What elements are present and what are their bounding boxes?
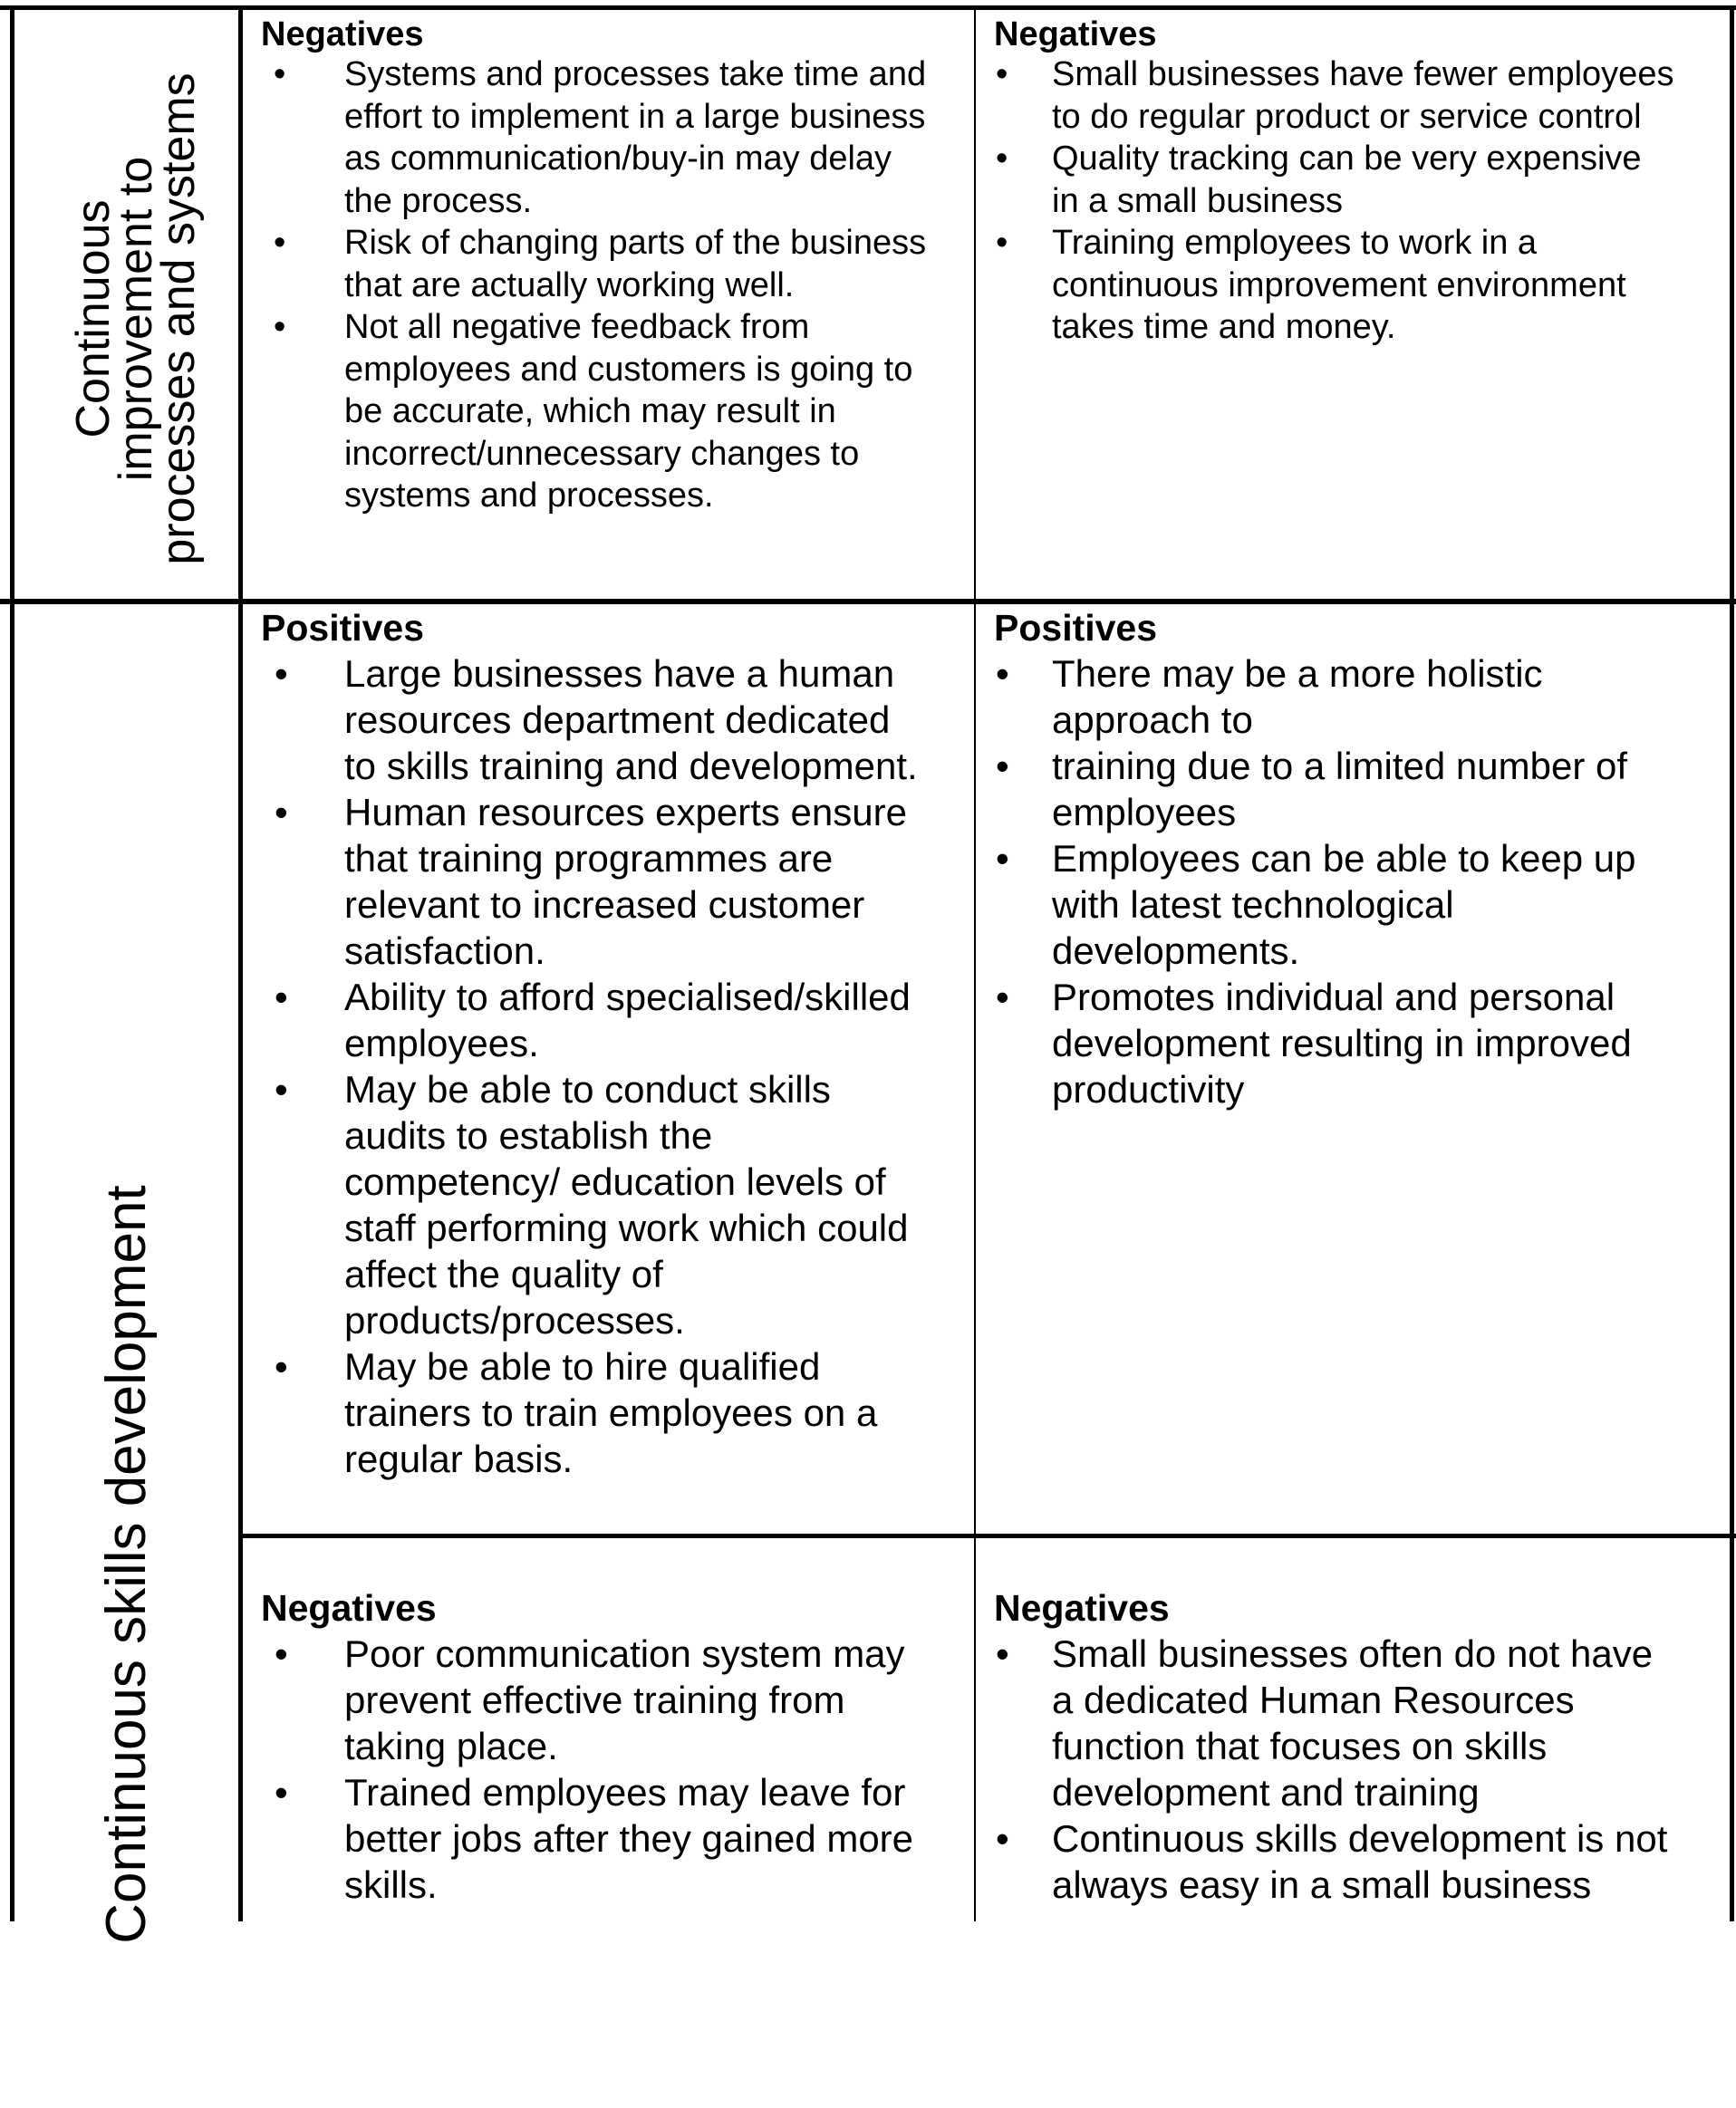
cell-heading: Negatives [261,1587,437,1629]
row-divider-1 [0,599,1736,604]
cell-skills-large-positives [261,605,968,1482]
list-item: • May be able to hire qualified trainers to train employees on a regular basis. [261,1343,968,1482]
middle-column-border [974,5,976,1921]
bullet-list [994,650,1723,1112]
bullet-list [261,1631,968,1908]
list-item: • Continuous skills development is not always easy in a small business [994,1815,1723,1908]
cell-heading: Positives [994,607,1158,649]
list-item: • Poor communication system may prevent effective training from taking place. [261,1631,968,1769]
cell-heading: Positives [261,607,425,649]
cell-heading: Negatives [261,15,424,53]
list-item: • Quality tracking can be very expensive in a small business [994,138,1723,222]
list-item: • Ability to afford specialised/skilled employees. [261,974,968,1066]
list-item: • Small businesses often do not have a dedicated Human Resources function that focuses on skills development and training [994,1631,1723,1815]
list-item: • Employees can be able to keep up with latest technological developments. [994,835,1723,974]
bullet-list [261,53,968,517]
cell-improvement-large-negatives [261,15,968,517]
cell-improvement-small-negatives [994,15,1723,349]
list-item: • training due to a limited number of employees [994,743,1723,835]
table-right-border [1730,5,1734,1921]
row-label-continuous-improvement: Continuous improvement to processes and systems [67,72,205,565]
cell-heading: Negatives [994,15,1157,53]
table-left-border [10,5,14,1921]
row-label-continuous-skills-development: Continuous skills development [95,1185,158,1944]
list-item: • May be able to conduct skills audits to establish the competency/ education levels of staff performing work which could affect the quality of products/processes. [261,1066,968,1343]
list-item: • Risk of changing parts of the business that are actually working well. [261,222,968,306]
list-item: • Small businesses have fewer employees to do regular product or service control [994,53,1723,138]
cell-skills-small-positives [994,605,1723,1112]
bullet-list [261,650,968,1482]
cell-skills-small-negatives [994,1585,1723,1908]
list-item: • Promotes individual and personal development resulting in improved productivity [994,974,1723,1112]
cell-heading: Negatives [994,1587,1170,1629]
list-item: • Not all negative feedback from employees and customers is going to be accurate, which may result in incorrect/unnecessary changes to systems and processes. [261,306,968,517]
list-item: • Trained employees may leave for better jobs after they gained more skills. [261,1769,968,1908]
cell-skills-large-negatives [261,1585,968,1908]
list-item: • Human resources experts ensure that training programmes are relevant to increased customer satisfaction. [261,789,968,974]
bullet-list [994,1631,1723,1908]
bullet-list [994,53,1723,349]
list-item: • There may be a more holistic approach to [994,650,1723,743]
list-item: • Systems and processes take time and effort to implement in a large business as communication/buy-in may delay the process. [261,53,968,222]
label-column-border [238,5,243,1921]
table-top-border [0,5,1736,10]
list-item: • Training employees to work in a continuous improvement environment takes time and money. [994,222,1723,349]
row-divider-2 [238,1534,1736,1538]
list-item: • Large businesses have a human resources department dedicated to skills training and development. [261,650,968,789]
